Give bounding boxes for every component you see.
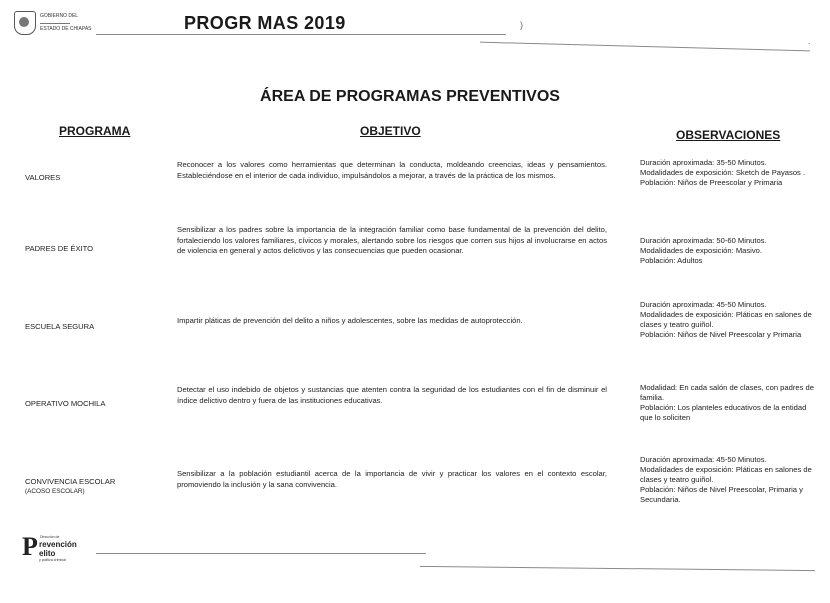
section-heading: ÁREA DE PROGRAMAS PREVENTIVOS — [260, 88, 560, 105]
observation-line: Duración aproximada: 50-60 Minutos. — [640, 236, 767, 245]
seal-caption — [40, 12, 100, 33]
program-observations — [640, 383, 820, 423]
observation-line: Modalidades de exposición: Masivo. — [640, 246, 762, 255]
program-observations — [640, 455, 820, 505]
observation-line: Población: Adultos — [640, 256, 703, 265]
scan-mark: . — [808, 36, 811, 46]
program-name: OPERATIVO MOCHILA — [25, 399, 106, 408]
footer-rule — [96, 553, 426, 554]
logo-word-delito: elito — [39, 549, 56, 558]
observation-line: Población: Niños de Preescolar y Primaria — [640, 178, 783, 187]
logo-caption-bottom: y política criminal — [39, 558, 66, 562]
observation-line: Población: Niños de Nivel Preescolar, Primaria y Secundaria. — [640, 485, 803, 504]
scan-mark: ) — [520, 20, 523, 30]
program-name: PADRES DE ÉXITO — [25, 244, 94, 253]
observation-line: Modalidad: En cada salón de clases, con padres de familia. — [640, 383, 814, 402]
program-objective: Impartir pláticas de prevención del delito a niños y adolescentes, sobre las medidas de autoprotección. — [177, 316, 523, 325]
program-name: ESCUELA SEGURA — [25, 322, 95, 331]
program-objective: Sensibilizar a la población estudiantil acerca de la importancia de vivir y practicar los valores en el contexto escolar, promoviendo la inclusión y la sana convivencia. — [177, 469, 607, 489]
observation-line: Modalidades de exposición: Sketch de Payasos . — [640, 168, 806, 177]
seal-caption-line1: GOBIERNO DEL — [40, 13, 79, 19]
header-rule — [96, 34, 506, 35]
program-objective: Sensibilizar a los padres sobre la importancia de la integración familiar como base fundamental de la prevención del delito, fortaleciendo los valores familiares, cívicos y morales, alertando sobre los riesgos que corren sus hijos al involucrarse en actos de violencia en general y actos delictivos y las consecuencias que pueden ocasionar. — [177, 225, 607, 255]
program-observations — [640, 300, 820, 340]
observation-line: Población: Los planteles educativos de la entidad que lo soliciten — [640, 403, 807, 422]
column-header-programa: PROGRAMA — [59, 124, 131, 138]
seal-caption-line2: ESTADO DE CHIAPAS — [40, 26, 92, 32]
program-name: VALORES — [25, 173, 61, 182]
logo-caption-top: Dirección de — [40, 535, 60, 539]
observation-line: Duración aproximada: 45-50 Minutos. — [640, 455, 767, 464]
observation-line: Duración aproximada: 35-50 Minutos. — [640, 158, 767, 167]
footer-rule-right — [420, 566, 815, 571]
program-objective: Detectar el uso indebido de objetos y sustancias que atenten contra la seguridad de los estudiantes con el fin de disminuir el índice delictivo dentro y fuera de las instituciones educativas. — [177, 385, 607, 405]
seal-divider — [40, 23, 70, 24]
observation-line: Modalidades de exposición: Pláticas en salones de clases y teatro guiñol. — [640, 310, 812, 329]
logo-letter: P — [22, 532, 38, 561]
program-objective: Reconocer a los valores como herramientas que determinan la conducta, moldeando creencias, ideas y pensamientos. Estableciéndose en el interior de cada individuo, impulsándolos a mejorar, a través de la práctica de los mismos. — [177, 160, 607, 180]
observation-line: Modalidades de exposición: Pláticas en salones de clases y teatro guiñol. — [640, 465, 812, 484]
column-header-observaciones: OBSERVACIONES — [676, 128, 781, 142]
page-title: PROGR MAS 2019 — [184, 13, 346, 33]
program-name — [25, 477, 115, 495]
logo-word-prevencion: revención — [39, 540, 77, 549]
program-observations — [640, 158, 820, 188]
observation-line: Duración aproximada: 45-50 Minutos. — [640, 300, 767, 309]
column-header-objetivo: OBJETIVO — [360, 124, 421, 138]
prevencion-delito-logo — [22, 533, 92, 563]
state-seal-icon — [14, 11, 36, 35]
header-rule-right — [480, 42, 810, 52]
program-name-main: CONVIVENCIA ESCOLAR — [25, 477, 116, 486]
program-name-sub: (ACOSO ESCOLAR) — [25, 488, 85, 495]
observation-line: Población: Niños de Nivel Preescolar y Primaria — [640, 330, 802, 339]
program-observations — [640, 236, 820, 266]
